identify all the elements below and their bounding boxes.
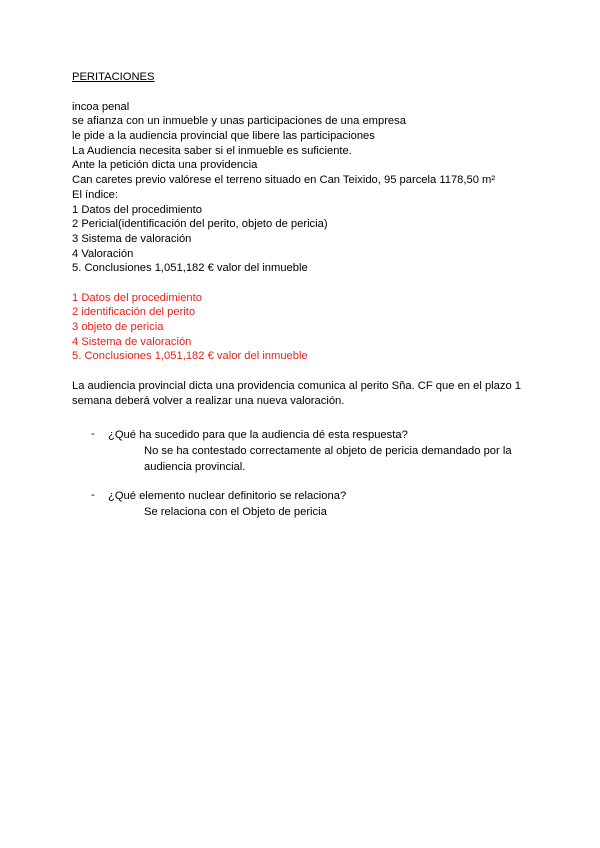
intro-line: La Audiencia necesita saber si el inmueble es suficiente. [72,144,352,157]
answer-text: Se relaciona con el Objeto de pericia [144,505,327,518]
intro-line: Can caretes previo valórese el terreno situado en Can Teixido, 95 parcela 1178,50 m² [72,174,496,187]
qa-item [72,428,542,475]
intro-line: se afianza con un inmueble y unas participaciones de una empresa [72,115,406,128]
bullet-dash: - [91,488,95,501]
index-heading: El índice: [72,188,119,201]
qa-item [72,489,542,520]
bullet-dash: - [91,427,95,440]
intro-block [72,100,542,276]
document-page [72,70,542,520]
question-text: ¿Qué elemento nuclear definitorio se relaciona? [108,489,347,502]
document-title: PERITACIONES [72,71,155,83]
red-index-block [72,291,542,364]
red-index-item: 2 identificación del perito [72,306,196,319]
body-paragraph: La audiencia provincial dicta una providencia comunica al perito Sña. CF que en el plazo 1 semana deberá volver a realizar una nueva valoración. [72,379,522,408]
question-text: ¿Qué ha sucedido para que la audiencia dé esta respuesta? [108,428,408,441]
index-item: 3 Sistema de valoración [72,232,192,245]
index-item: 1 Datos del procedimiento [72,203,202,216]
red-index-item: 1 Datos del procedimiento [72,291,202,304]
red-index-item: 5. Conclusiones 1,051,182 € valor del inmueble [72,350,308,363]
red-index-item: 3 objeto de pericia [72,321,164,333]
answer-text: No se ha contestado correctamente al objeto de pericia demandado por la audiencia provincial. [144,444,512,473]
red-index-item: 4 Sistema de valoración [72,335,192,348]
intro-line: incoa penal [72,100,130,113]
intro-line: Ante la petición dicta una providencia [72,159,258,172]
index-item: 4 Valoración [72,247,134,260]
index-item: 5. Conclusiones 1,051,182 € valor del inmueble [72,262,308,275]
intro-line: le pide a la audiencia provincial que libere las participaciones [72,130,375,143]
index-item: 2 Pericial(identificación del perito, objeto de pericia) [72,218,328,231]
